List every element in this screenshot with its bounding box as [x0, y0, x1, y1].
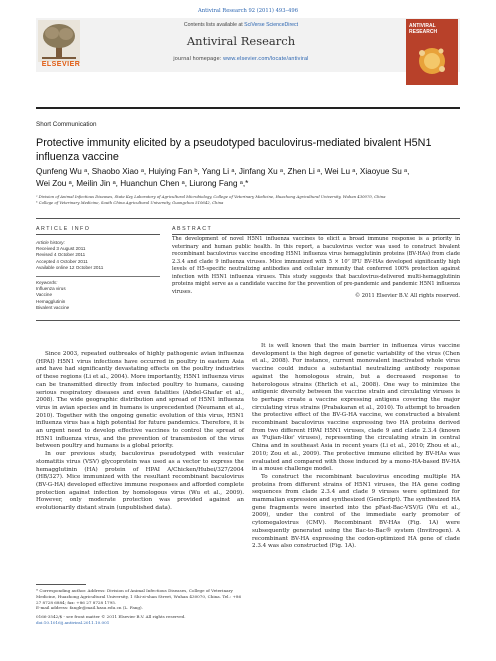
article-info-box: [36, 238, 160, 311]
affiliation-b: ᵇ College of Veterinary Medicine, South China Agricultural University, Guangzhou 510642, China: [36, 199, 224, 205]
header-divider: [36, 107, 460, 109]
front-matter: [36, 614, 256, 626]
affiliation-a: ᵃ Division of Animal Infectious Diseases, State Key Laboratory of Agricultural Microbiology, College of Veterinary Medicine, Huazhong Agricultural University, Wuhan 430070, China: [36, 194, 386, 199]
journal-reference[interactable]: Antiviral Research 92 (2011) 493–496: [197, 8, 299, 14]
journal-name: Antiviral Research: [186, 34, 296, 48]
author-email[interactable]: E-mail address: fanglr@mail.hzau.edu.cn (L. Fang).: [36, 605, 143, 611]
homepage-prefix: journal homepage:: [173, 56, 224, 62]
body-paragraph: In our previous study, baculovirus pseudotyped with vesicular stomatitis virus (VSV) glycoprotein was used as a vector to express the hemagglutinin (HA) protein of HPAI A/Chicken/Hubei/327/2004 (HB/327). Mice immunized with the resultant recombinant baculovirus (BV-G-HA) developed effective immune responses and afforded complete protection against infection by homologous virus (Wu et al., 2009). However, only moderate protection was provided against an evolutionarily distant strain (unpublished data).: [36, 451, 244, 512]
article-type: Short Communication: [36, 121, 97, 128]
abstract-bottom-divider: [36, 320, 460, 321]
article-info-rule: [36, 234, 160, 235]
issn-line: 0166-3542/$ - see front matter © 2011 Elsevier B.V. All rights reserved.: [36, 614, 186, 619]
history-label: Article history:: [36, 240, 65, 245]
body-column-left: [36, 351, 244, 513]
authors-line-1[interactable]: Qunfeng Wu ᵃ, Shaobo Xiao ᵃ, Huiying Fan ᵇ, Yang Li ᵃ, Jinfang Xu ᵃ, Zhen Li ᵃ, Wei Lu ᵃ, Xiaoyue Su ᵃ,: [36, 167, 410, 176]
body-column-right: [252, 343, 460, 551]
abstract-rule: [172, 234, 460, 235]
authors-line-2[interactable]: Wei Zou ᵃ, Meilin Jin ᵃ, Huanchun Chen ᵃ, Liurong Fang ᵃ,*: [36, 178, 249, 188]
doi-link[interactable]: doi:10.1016/j.antiviral.2011.10.001: [36, 619, 110, 625]
keyword-item: Influenza virus: [36, 286, 66, 292]
revised-date: Revised 4 October 2011: [36, 252, 86, 258]
abstract-heading: ABSTRACT: [172, 226, 213, 232]
online-date: Available online 12 October 2011: [36, 264, 104, 270]
footnote: [36, 588, 244, 611]
journal-cover-image: [406, 19, 458, 85]
cover-virus-icon: [412, 41, 452, 81]
affiliation-divider: [36, 218, 460, 219]
accepted-date: Accepted 4 October 2011: [36, 258, 88, 264]
copyright-notice: © 2011 Elsevier B.V. All rights reserved.: [355, 293, 460, 299]
cover-title: ANTIVIRAL RESEARCH: [409, 23, 438, 35]
article-info-heading: ARTICLE INFO: [36, 226, 91, 232]
affiliations: [36, 194, 466, 205]
corresponding-author-note: * Corresponding author. Address: Division of Animal Infectious Diseases, College of Veterinary Medicine, Huazhong Agricultural University, 1 Shi-zi-shan Street, Wuhan 430070, China. Tel.: +86 27 8728 6884; fax: +86 27 8728 1795.: [36, 588, 242, 605]
homepage-link[interactable]: www.elsevier.com/locate/antiviral: [223, 56, 309, 62]
journal-homepage: [86, 56, 396, 62]
footnote-rule: [36, 584, 86, 585]
keyword-item: Hemagglutinin: [36, 298, 66, 304]
keyword-item: Bivalent vaccine: [36, 304, 70, 310]
contents-line: [86, 22, 396, 28]
body-paragraph: Since 2003, repeated outbreaks of highly pathogenic avian influenza (HPAI) H5N1 virus infections have occurred in poultry in eastern Asia and have had significantly devastating effects on the poultry industries of these regions (Li et al., 2004). More importantly, H5N1 influenza virus can be transmitted directly from infected poultry to humans, causing serious respiratory diseases and even fatalities (Abdel-Ghafar et al., 2008). The wide geographic distribution and spread of H5N1 influenza virus in avian species and in humans is unprecedented (Neumann et al., 2010). Together with the ongoing genetic evolution of this virus, H5N1 influenza virus has a high potential for future pandemics. Therefore, it is an urgent need to develop effective vaccines to control the spread of H5N1 influenza virus, and the prevention of transmission of the virus between poultry and humans is a global priority.: [36, 351, 244, 450]
author-list: [36, 166, 466, 189]
received-date: Received 3 August 2011: [36, 246, 86, 252]
keyword-item: Vaccine: [36, 292, 53, 298]
abstract-text: The development of novel H5N1 influenza vaccines to elicit a broad immune response is a priority in veterinary and human public health. In this report, a baculovirus vector was used to construct bivalent recombinant baculovirus vaccine encoding H5N1 influenza virus hemagglutinin proteins (BV-HAs) from clade 2.3.4 and clade 9 influenza viruses. Mice immunized with 5 × 10⁷ IFU BV-HAs developed significantly high levels of H5-specific neutralizing antibodies and cellular immunity that conferred 100% protection against infection with H5N1 influenza viruses. This study suggests that baculovirus-delivered multi-hemagglutinin proteins might serve as a candidate vaccine for the prevention of pre-pandemic and pandemic H5N1 influenza viruses.: [172, 236, 460, 295]
article-title: Protective immunity elicited by a pseudotyped baculovirus-mediated bivalent H5N1 influenza vaccine: [36, 137, 432, 163]
keywords-label: Keywords:: [36, 280, 58, 286]
journal-header: [36, 18, 460, 72]
contents-prefix: Contents lists available at: [183, 22, 245, 28]
sciencedirect-link[interactable]: SciVerse ScienceDirect: [244, 22, 299, 28]
elsevier-tree-logo-icon: [38, 20, 80, 62]
publisher-logo-text: ELSEVIER: [41, 61, 81, 68]
body-paragraph: It is well known that the main barrier in influenza virus vaccine development is the high degree of genetic variability of the virus (Chen et al., 2008). For instance, current monovalent inactivated whole virus vaccine could induce a substantial neutralizing antibody response against the homologous strain, but a decreased response to heterologous strains (Ehrlich et al., 2008). One way to minimize the antigenic diversity between the vaccine strain and circulating viruses is to perhaps create a vaccine expressing antigens covering the major circulating virus strains (Prabakaran et al., 2010). To attempt to broaden the protective effect of the BV-G-HA vaccine, we constructed a bivalent recombinant baculovirus vaccine expressing two HA proteins derived from two different HPAI H5N1 viruses, clade 9 and clade 2.3.4 (known as 'Fujian-like' viruses), representing the circulating strain in central China and in southeast Asia in recent years (Li et al., 2010; Zhou et al., 2010; Zou et al., 2009). The protective immune elicited by BV-HAs was evaluated and compared with those induced by a mono-HA-based BV-HA in a mouse challenge model.: [252, 343, 460, 473]
body-paragraph: To construct the recombinant baculovirus encoding multiple HA proteins from different strains of H5N1 viruses, the HA gene coding sequences from clade 2.3.4 and clade 9 viruses were optimized for mammalian expression and synthesized (GenScript). The synthesized HA gene fragments were inserted into the pFast-Bac-VSV/G (Wu et al., 2009), under the control of the immediate early promoter of cytomegalovirus (CMV). Recombinant BV-HAs (Fig. 1A) were subsequently generated using the Bac-to-Bac® system (Invitrogen). A recombinant BV-HA expressing the codon-optimized HA gene of clade 2.3.4 was also constructed (Fig. 1A).: [252, 473, 460, 550]
